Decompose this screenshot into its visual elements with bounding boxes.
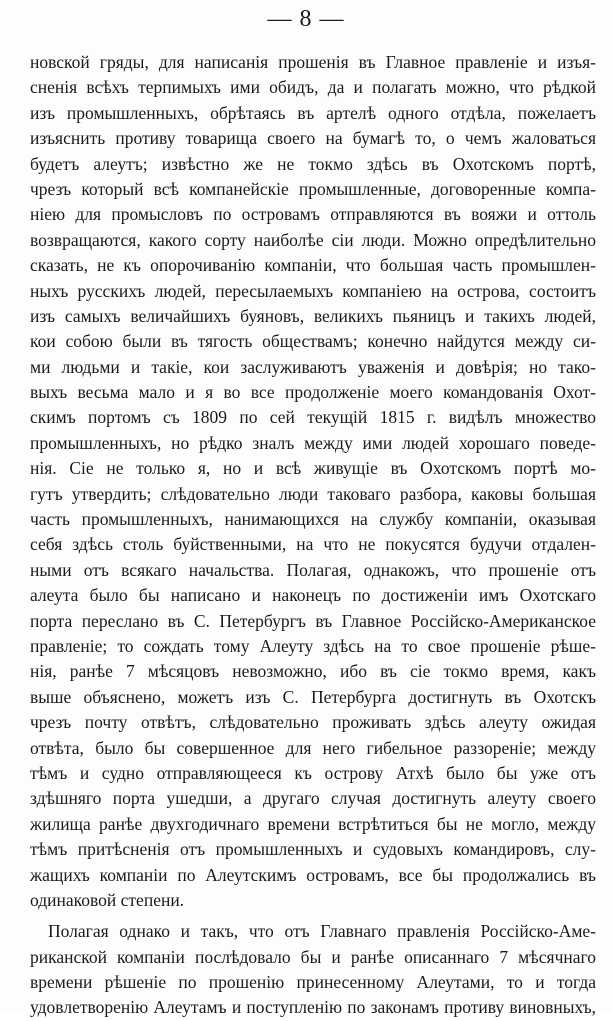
text-line: гутъ утвердить; слѣдовательно люди таковаго разбора, каковы большая bbox=[30, 483, 596, 504]
text-line: отвѣта, было бы совершенное для него гибельное раззореніе; между bbox=[30, 737, 596, 758]
text-line: жилища ранѣе двухгодичнаго времени встрѣтиться бы не могло, между bbox=[30, 813, 596, 834]
text-line: ными отъ всякаго начальства. Полагая, однакожъ, что прошеніе отъ bbox=[30, 559, 596, 580]
text-line: изъ промышленныхъ, обрѣтаясь въ артелѣ одного отдѣла, пожелаетъ bbox=[30, 102, 596, 123]
text-line: времени рѣшеніе по прошенію принесенному Алеутами, то и тогда bbox=[30, 972, 596, 993]
text-line: алеута было бы написано и наконецъ по достиженіи имъ Охотскаго bbox=[30, 585, 596, 606]
paragraph bbox=[30, 919, 596, 1021]
text-line: себя здѣсь столь буйственными, на что не покусятся будучи отдален- bbox=[30, 534, 596, 555]
text-line: выше объяснено, можетъ изъ С. Петербурга достигнуть въ Охотскъ bbox=[30, 686, 596, 707]
text-line: тѣмъ и судно отправляющееся къ острову Атхѣ было бы уже отъ bbox=[30, 762, 596, 783]
text-line: жащихъ компаніи по Алеутскимъ островамъ, все бы продолжались въ bbox=[30, 864, 596, 885]
body-text bbox=[30, 50, 596, 1021]
text-line: ми людьми и такіе, кои заслуживаютъ уваженія и довѣрія; но тако- bbox=[30, 356, 596, 377]
text-line: чрезъ который всѣ компанейскіе промышленные, договоренные компа- bbox=[30, 178, 596, 199]
text-line: промышленныхъ, но рѣдко зналъ между ими людей хорошаго поведе- bbox=[30, 432, 596, 453]
text-line: ніею для промысловъ по островамъ отправляются въ вояжи и оттоль bbox=[30, 204, 596, 225]
text-line: правленіе; то сождать тому Алеуту здѣсь на то свое прошеніе рѣше- bbox=[30, 635, 596, 656]
text-line: нія, ранѣе 7 мѣсяцовъ невозможно, ибо въ сіе токмо время, какъ bbox=[30, 661, 596, 682]
text-line: выхъ весьма мало и я во все продолженіе моего командованія Охот- bbox=[30, 382, 596, 403]
text-line: удовлетворенію Алеутамъ и поступленію по законамъ противу виновныхъ, bbox=[30, 997, 596, 1018]
text-line: часть промышленныхъ, нанимающихся на службу компаніи, оказывая bbox=[30, 509, 596, 530]
text-line: порта переслано въ С. Петербургъ въ Главное Россійско-Американское bbox=[30, 610, 596, 631]
paragraph bbox=[30, 50, 596, 913]
text-line: чрезъ почту отвѣтъ, слѣдовательно проживать здѣсь алеуту ожидая bbox=[30, 712, 596, 733]
text-line: риканской компаніи послѣдовало бы и ранѣе описаннаго 7 мѣсячнаго bbox=[30, 946, 596, 967]
text-line: возвращаются, какого сорту наиболѣе сіи люди. Можно опредѣлительно bbox=[30, 229, 596, 250]
text-line: сказать, не къ опорочиванію компаніи, что большая часть промышлен- bbox=[30, 255, 596, 276]
text-line: сненія всѣхъ терпимыхъ ими обидъ, да и полагать можно, что рѣдкой bbox=[30, 77, 596, 98]
text-line: одинаковой степени. bbox=[30, 889, 185, 910]
text-line: будетъ алеутъ; извѣстно же не токмо здѣсь въ Охотскомъ портѣ, bbox=[30, 153, 596, 174]
page-number: — 8 — bbox=[267, 6, 345, 32]
text-line: здѣшняго порта ушедши, а другаго случая достигнуть алеуту своего bbox=[30, 788, 596, 809]
text-line: нія. Сіе не только я, но и всѣ живущіе въ Охотскомъ портѣ мо- bbox=[30, 458, 596, 479]
text-line: новской гряды, для написанія прошенія въ Главное правленіе и изъя- bbox=[30, 52, 596, 72]
text-line: изъяснить противу товарища своего на бумагѣ то, о чемъ жаловаться bbox=[30, 128, 596, 149]
text-line: тѣмъ притѣсненія отъ промышленныхъ и судовыхъ командировъ, слу- bbox=[30, 839, 596, 860]
text-line: Полагая однако и такъ, что отъ Главнаго правленія Россійско-Аме- bbox=[48, 921, 596, 942]
text-line: ныхъ русскихъ людей, пересылаемыхъ компаніею на острова, состоитъ bbox=[30, 280, 596, 301]
text-line: изъ самыхъ величайшихъ буяновъ, великихъ пьяницъ и такихъ людей, bbox=[30, 305, 596, 326]
text-line: скимъ портомъ съ 1809 по сей текущій 1815 г. видѣлъ множество bbox=[30, 407, 596, 428]
text-line: кои собою были въ тягость обществамъ; конечно найдутся между си- bbox=[30, 331, 596, 352]
